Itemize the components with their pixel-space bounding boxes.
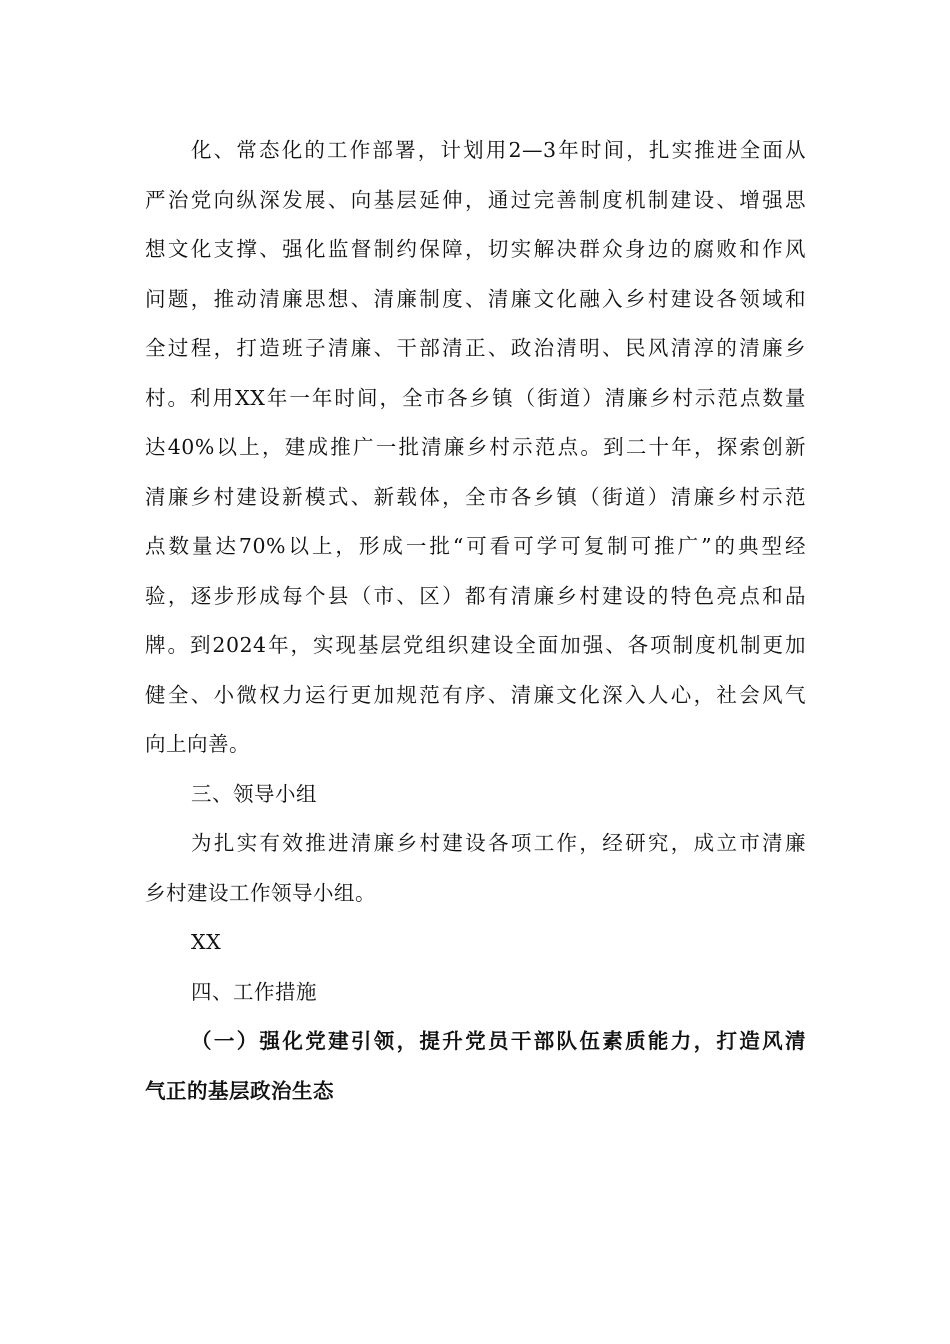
section-heading-leadership-group: 三、领导小组 <box>191 781 317 806</box>
paragraph-line: 严治党向纵深发展、向基层延伸，通过完善制度机制建设、增强思 <box>145 187 806 212</box>
paragraph-line: 为扎实有效推进清廉乡村建设各项工作，经研究，成立市清廉 <box>191 831 806 855</box>
paragraph-line: 点数量达70%以上，形成一批“可看可学可复制可推广”的典型经 <box>145 534 806 558</box>
paragraph-line: 牌。到2024年，实现基层党组织建设全面加强、各项制度机制更加 <box>145 633 806 657</box>
paragraph-line: 问题，推动清廉思想、清廉制度、清廉文化融入乡村建设各领域和 <box>145 286 806 311</box>
paragraph-line: 向上向善。 <box>145 732 250 756</box>
paragraph-line: 全过程，打造班子清廉、干部清正、政治清明、民风清淳的清廉乡 <box>145 336 806 360</box>
subheading-line: 气正的基层政治生态 <box>145 1078 334 1103</box>
paragraph-line: 验，逐步形成每个县（市、区）都有清廉乡村建设的特色亮点和品 <box>145 583 806 608</box>
paragraph-line: 达40%以上，建成推广一批清廉乡村示范点。到二十年，探索创新 <box>145 435 806 459</box>
paragraph-line: 村。利用XX年一年时间，全市各乡镇（街道）清廉乡村示范点数量 <box>145 385 806 410</box>
paragraph-line: 想文化支撑、强化监督制约保障，切实解决群众身边的腐败和作风 <box>145 237 806 261</box>
paragraph-line: 化、常态化的工作部署，计划用2—3年时间，扎实推进全面从 <box>191 138 806 162</box>
subheading-line: （一）强化党建引领，提升党员干部队伍素质能力，打造风清 <box>191 1029 806 1053</box>
document-page <box>145 126 806 1116</box>
paragraph-leadership-group <box>145 819 806 918</box>
section-heading-work-measures: 四、工作措施 <box>191 979 317 1004</box>
placeholder-text: XX <box>191 930 222 954</box>
paragraph-line: 清廉乡村建设新模式、新载体，全市各乡镇（街道）清廉乡村示范 <box>145 484 806 509</box>
paragraph-plan-goals <box>145 126 806 770</box>
paragraph-line: 健全、小微权力运行更加规范有序、清廉文化深入人心，社会风气 <box>145 682 806 707</box>
paragraph-line: 乡村建设工作领导小组。 <box>145 880 376 905</box>
subheading-party-building <box>145 1017 806 1116</box>
